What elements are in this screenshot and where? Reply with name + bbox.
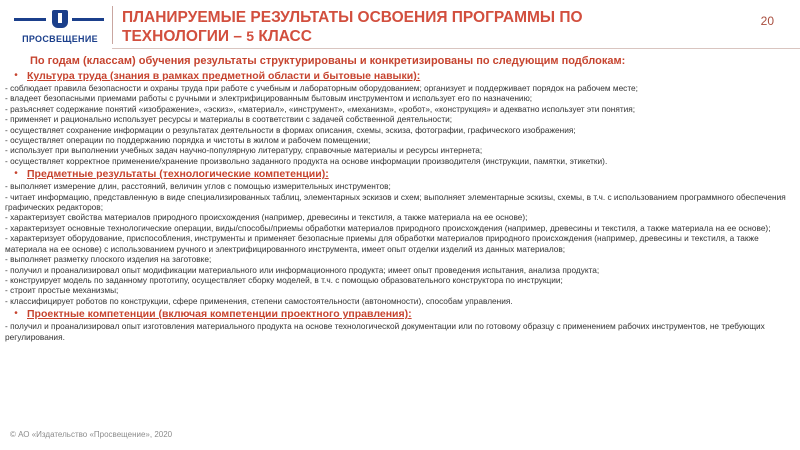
list-item: - осуществляет сохранение информации о результатах деятельности в формах описания, схемы, эскиза, фотографии, графического изображения; [5,124,576,135]
header-rule [112,48,800,49]
publisher-logo [14,10,104,50]
section-title: Предметные результаты (технологические компетенции): [27,168,329,181]
list-item: - получил и проанализировал опыт модификации материального или информационного продукта; имеет опыт проведения испытания, анализа продукта; [5,264,600,275]
list-item: - получил и проанализировал опыт изготовления материального продукта на основе технологической документации или по готовому образцу с применением рабочих инструментов, не требующих регулирования. [5,321,765,342]
bullet-icon: • [14,70,18,81]
header-divider [112,6,113,44]
list-item: - применяет и рационально использует ресурсы и материалы в соответствии с задачей собственной деятельности; [5,114,453,125]
list-item: - выполняет разметку плоского изделия на заготовке; [5,254,212,265]
lead-text: По годам (классам) обучения результаты структурированы и конкретизированы по следующим подблокам: [30,55,626,67]
logo-bar-right [72,18,104,21]
bullet-icon: • [14,308,18,320]
list-item: - характеризует основные технологические операции, виды/способы/приемы обработки материалов природного происхождения (например, древесины и текстиля, а также материала на ее основе); [5,222,771,233]
page-title [122,9,682,46]
list-item: - выполняет измерение длин, расстояний, величин углов с помощью измерительных инструментов; [5,181,391,192]
copyright-footer: © АО «Издательство «Просвещение», 2020 [10,430,173,439]
section-heading-project [5,308,795,320]
list-item: - характеризует свойства материалов природного происхождения (например, древесины и текстиля, а также материала на ее основе); [5,212,528,223]
section-heading-subject [5,168,795,180]
bullet-icon: • [14,168,18,180]
list-item: - разъясняет содержание понятий «изображение», «эскиз», «материал», «инструмент», «механизм», «робот», «конструкция» и адекватно использует эти понятия; [5,103,636,114]
list-item: - соблюдает правила безопасности и охраны труда при работе с учебным и лабораторным оборудованием; организует и поддерживает порядок на рабочем месте; [5,83,638,93]
logo-text: ПРОСВЕЩЕНИЕ [22,34,98,44]
section-title: Культура труда (знания в рамках предметной области и бытовые навыки): [27,70,421,82]
page-number: 20 [760,14,774,28]
list-item: - конструирует модель по заданному прототипу, осуществляет сборку моделей, в т.ч. с помощью образовательного конструктора по инструкции; [5,274,563,285]
list-item: - использует при выполнении учебных задач научно-популярную литературу, справочные материалы и ресурсы интернета; [5,145,483,156]
section-title: Проектные компетенции (включая компетенции проектного управления): [27,308,412,321]
title-line-2-text: ТЕХНОЛОГИИ – [122,28,247,45]
list-item: - осуществляет корректное применение/хранение произвольно заданного продукта на основе информации производителя (инструкции, памятки, этикетки). [5,155,608,166]
title-line-1: ПЛАНИРУЕМЫЕ РЕЗУЛЬТАТЫ ОСВОЕНИЯ ПРОГРАММЫ ПО [122,9,583,26]
section-heading-culture [5,70,795,82]
slide-content [5,55,795,342]
list-item: - характеризует оборудование, приспособления, инструменты и применяет безопасные приемы для обработки материалов природного происхождения (например, древесины и текстиля, а также материала на ее основе) с использованием ручного и электрифицированного инструмента, имеет опыт отделки изделий из данных материалов; [5,233,759,254]
list-item: - строит простые механизмы; [5,285,119,296]
list-item: - читает информацию, представленную в виде специализированных таблиц, элементарных эскизов и схем; выполняет элементарные эскизы, схемы, в т.ч. с использованием программного обеспечения графических редакторов; [5,191,786,213]
title-line-2-suffix: КЛАСС [254,28,312,45]
logo-emblem-icon [52,10,68,28]
list-item: - осуществляет операции по поддержанию порядка и чистоты в жилом и рабочем помещении; [5,135,371,146]
title-line-2 [122,27,682,46]
list-item: - классифицирует роботов по конструкции, сфере применения, степени самостоятельности (автономности), способам управления. [5,295,513,306]
logo-bar-left [14,18,46,21]
grade-number: 5 [246,28,255,44]
list-item: - владеет безопасными приемами работы с ручными и электрифицированным бытовым инструментом и использует его по назначению; [5,93,533,104]
